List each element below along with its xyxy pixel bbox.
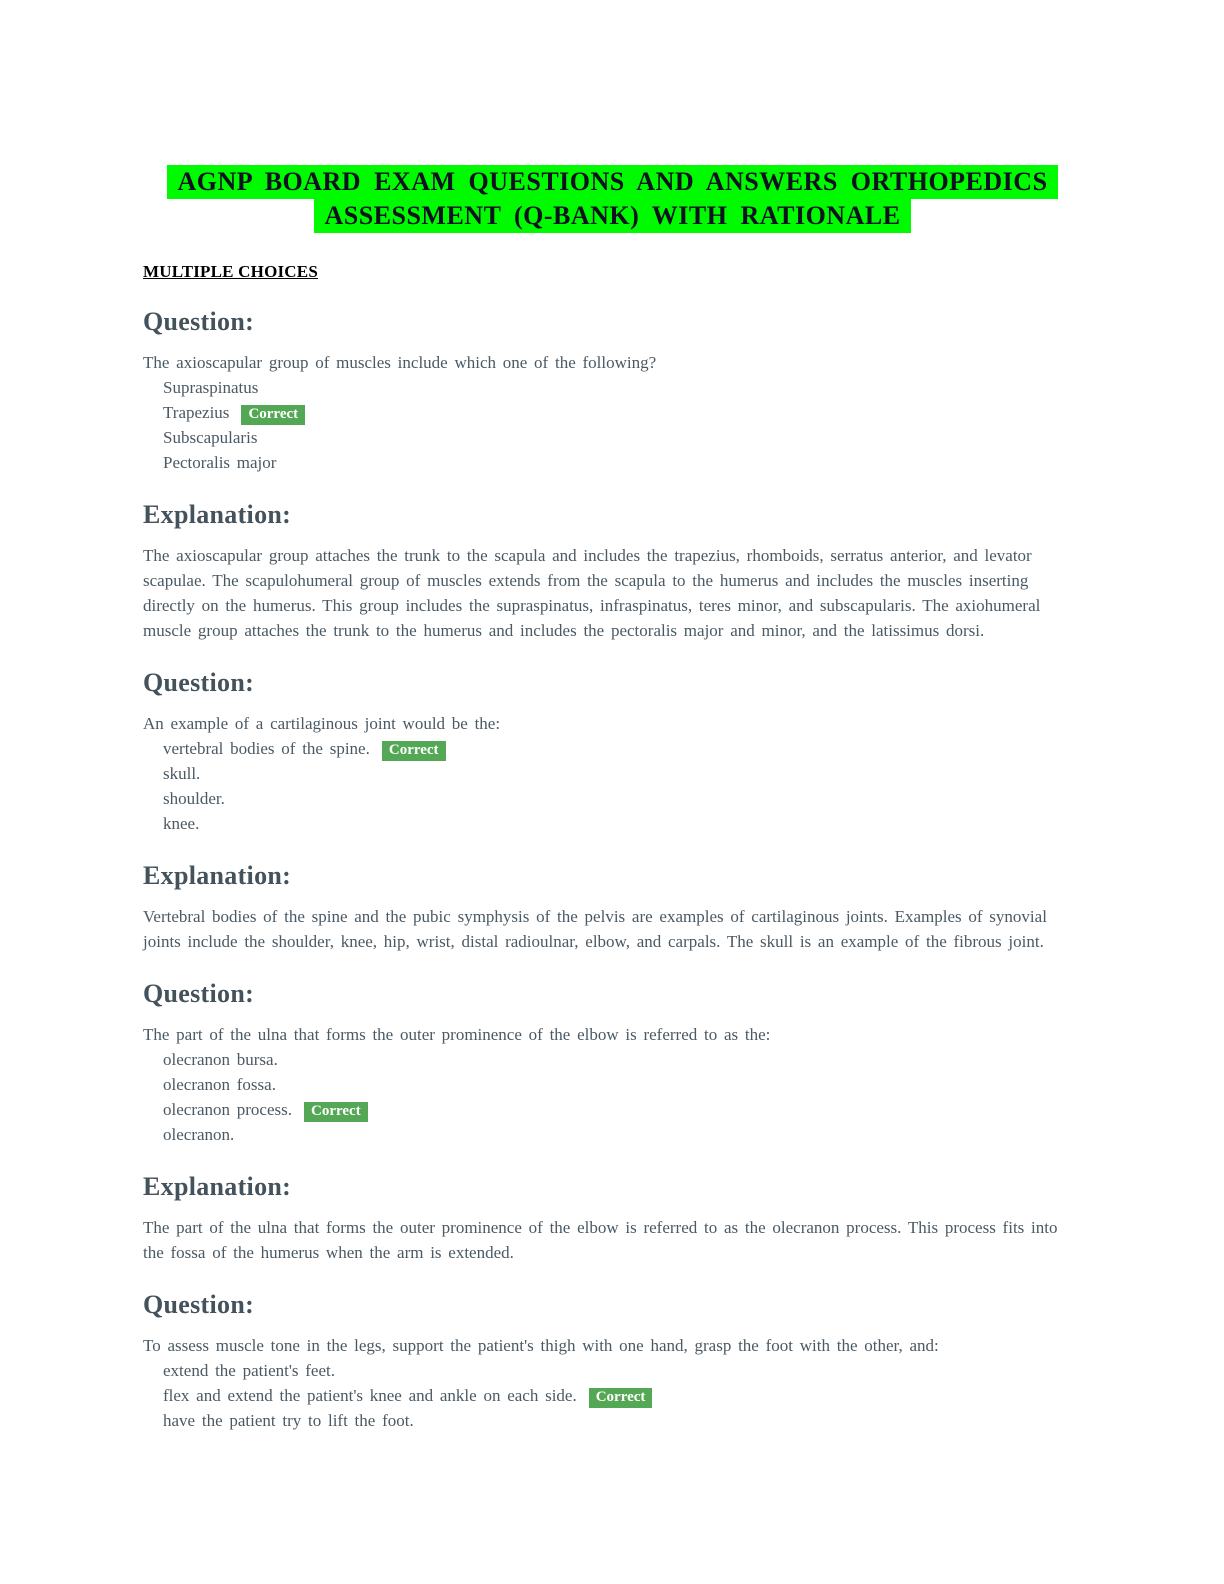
- questions-container: [143, 307, 1082, 1433]
- correct-badge: Correct: [241, 405, 305, 425]
- answer-option-text: knee.: [163, 814, 200, 834]
- answer-option: [163, 761, 1082, 786]
- explanation-text: The part of the ulna that forms the outer prominence of the elbow is referred to as the olecranon process. This process fits into the fossa of the humerus when the arm is extended.: [143, 1218, 1058, 1263]
- answer-option-text: shoulder.: [163, 789, 225, 809]
- answer-option-text: vertebral bodies of the spine.: [163, 739, 370, 759]
- options-list: [163, 1047, 1082, 1147]
- answer-option-text: Pectoralis major: [163, 453, 277, 473]
- answer-option-text: flex and extend the patient's knee and ankle on each side.: [163, 1386, 577, 1406]
- answer-option: [163, 1122, 1082, 1147]
- correct-badge: Correct: [589, 1388, 653, 1408]
- answer-option: [163, 736, 1082, 761]
- answer-option: [163, 425, 1082, 450]
- explanation-text: Vertebral bodies of the spine and the pubic symphysis of the pelvis are examples of cartilaginous joints. Examples of synovial joints include the shoulder, knee, hip, wrist, distal radioulnar, elbow, and carpals. The skull is an example of the fibrous joint.: [143, 907, 1047, 952]
- answer-option-text: olecranon bursa.: [163, 1050, 278, 1070]
- options-list: [163, 375, 1082, 475]
- answer-option-text: olecranon.: [163, 1125, 235, 1145]
- answer-option-text: olecranon fossa.: [163, 1075, 276, 1095]
- question-heading: Question:: [143, 979, 255, 1009]
- answer-option: [163, 1383, 1082, 1408]
- question-block: [143, 668, 1082, 954]
- options-list: [163, 1358, 1082, 1433]
- question-text: To assess muscle tone in the legs, support the patient's thigh with one hand, grasp the foot with the other, and:: [143, 1336, 939, 1356]
- question-block: [143, 1290, 1082, 1433]
- answer-option: [163, 375, 1082, 400]
- explanation-heading: Explanation:: [143, 500, 292, 530]
- correct-badge: Correct: [382, 741, 446, 761]
- answer-option: [163, 1047, 1082, 1072]
- question-heading: Question:: [143, 1290, 255, 1320]
- answer-option: [163, 450, 1082, 475]
- title-line-1: [143, 167, 1082, 197]
- explanation-heading: Explanation:: [143, 861, 292, 891]
- answer-option: [163, 811, 1082, 836]
- explanation-heading: Explanation:: [143, 1172, 292, 1202]
- answer-option: [163, 400, 1082, 425]
- title-highlight: AGNP BOARD EXAM QUESTIONS AND ANSWERS ORTHOPEDICS: [167, 165, 1057, 199]
- answer-option-text: have the patient try to lift the foot.: [163, 1411, 414, 1431]
- question-block: [143, 979, 1082, 1265]
- correct-badge: Correct: [304, 1102, 368, 1122]
- answer-option: [163, 1408, 1082, 1433]
- answer-option: [163, 1072, 1082, 1097]
- question-heading: Question:: [143, 307, 255, 337]
- answer-option-text: skull.: [163, 764, 201, 784]
- question-block: [143, 307, 1082, 643]
- answer-option: [163, 1097, 1082, 1122]
- explanation-text: The axioscapular group attaches the trunk to the scapula and includes the trapezius, rhomboids, serratus anterior, and levator scapulae. The scapulohumeral group of muscles extends from the scapula to the humerus and includes the muscles inserting directly on the humerus. This group includes the supraspinatus, infraspinatus, teres minor, and subscapularis. The axiohumeral muscle group attaches the trunk to the humerus and includes the pectoralis major and minor, and the latissimus dorsi.: [143, 546, 1041, 641]
- question-text: An example of a cartilaginous joint would be the:: [143, 714, 501, 734]
- answer-option-text: Supraspinatus: [163, 378, 259, 398]
- answer-option-text: olecranon process.: [163, 1100, 293, 1120]
- title-highlight: ASSESSMENT (Q-BANK) WITH RATIONALE: [314, 199, 910, 233]
- question-text: The part of the ulna that forms the outer prominence of the elbow is referred to as the:: [143, 1025, 771, 1045]
- answer-option-text: extend the patient's feet.: [163, 1361, 335, 1381]
- answer-option: [163, 786, 1082, 811]
- question-heading: Question:: [143, 668, 255, 698]
- answer-option-text: Trapezius: [163, 403, 230, 423]
- question-text: The axioscapular group of muscles include which one of the following?: [143, 353, 657, 373]
- answer-option: [163, 1358, 1082, 1383]
- title-line-2: [143, 201, 1082, 231]
- document-title: [143, 167, 1082, 231]
- options-list: [163, 736, 1082, 836]
- section-label: MULTIPLE CHOICES: [143, 262, 318, 282]
- answer-option-text: Subscapularis: [163, 428, 258, 448]
